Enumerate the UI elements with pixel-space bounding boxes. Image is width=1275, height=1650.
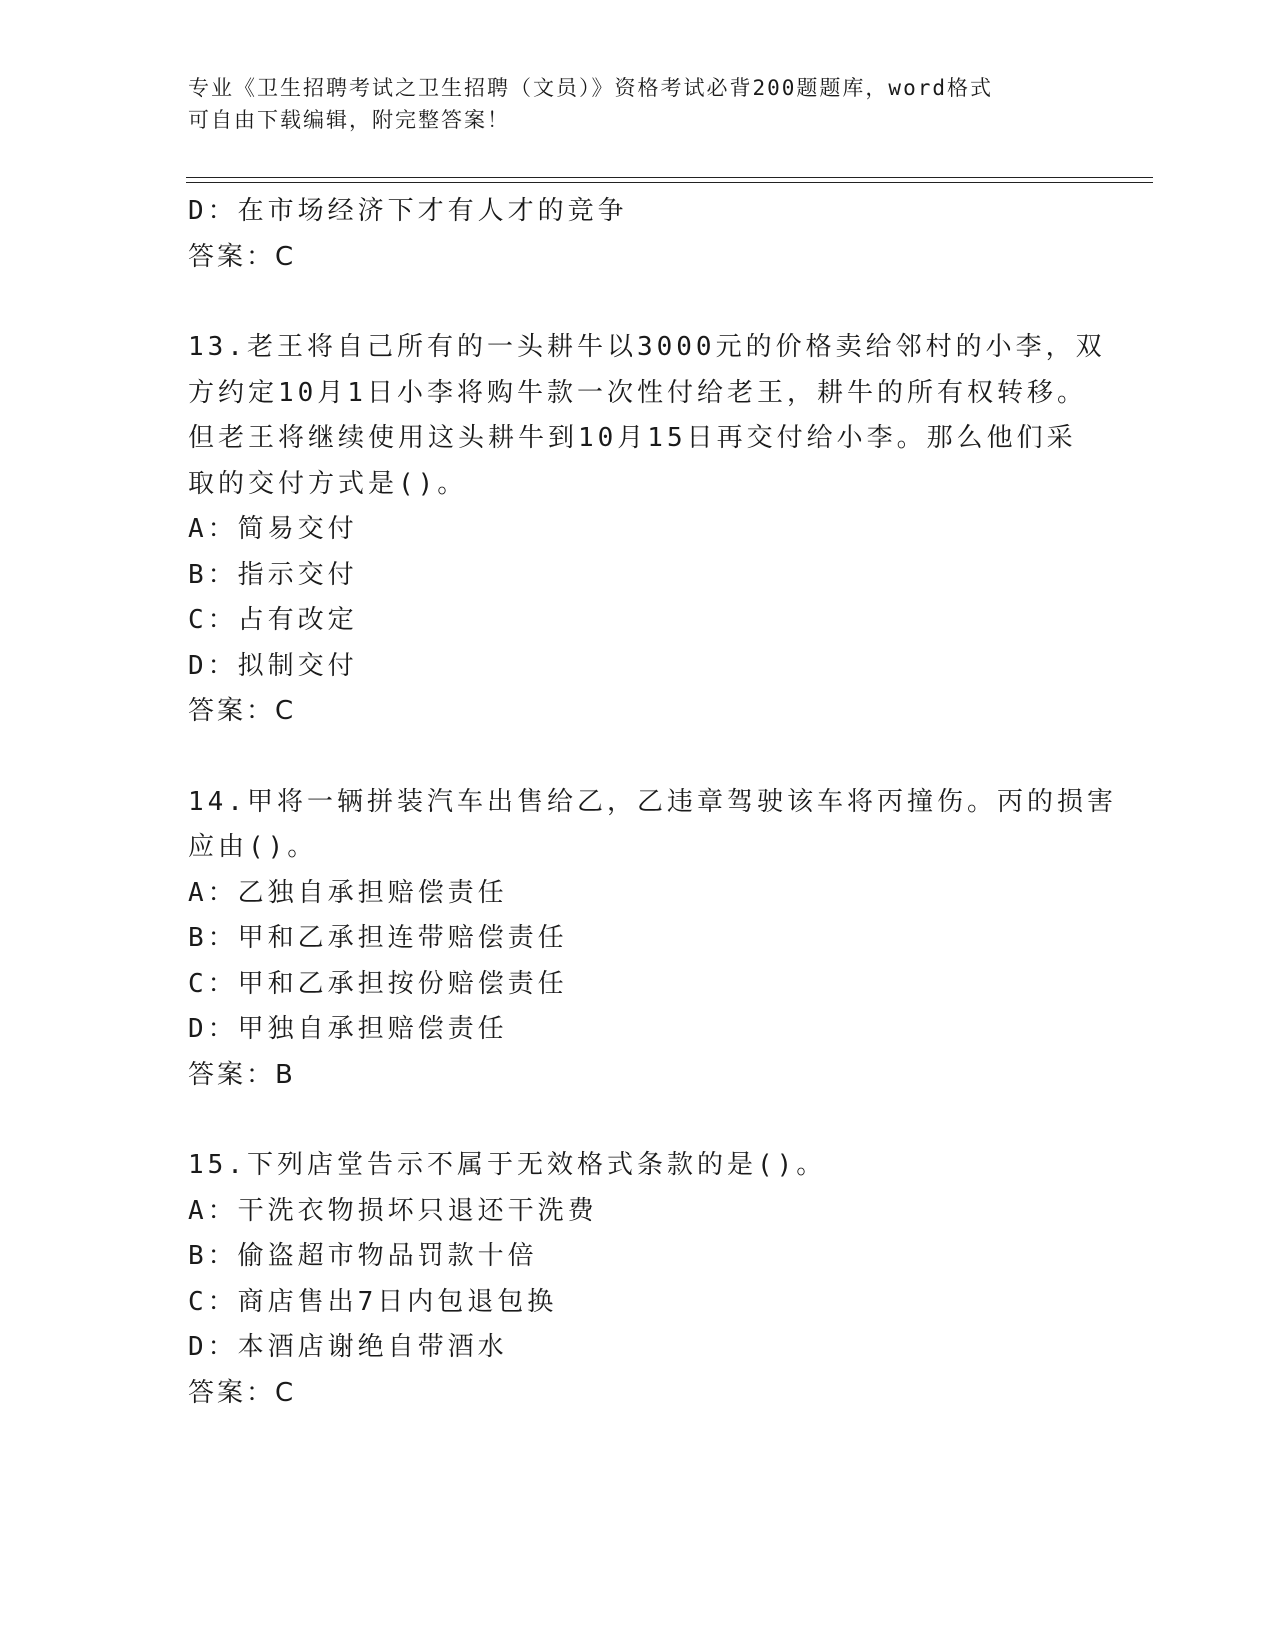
option-b: B：甲和乙承担连带赔偿责任 bbox=[188, 923, 568, 953]
question-stem-line: 13.老王将自己所有的一头耕牛以3000元的价格卖给邻村的小李，双 bbox=[188, 332, 1106, 362]
option-a: A：乙独自承担赔偿责任 bbox=[188, 877, 508, 908]
question-stem-line: 取的交付方式是()。 bbox=[188, 468, 468, 499]
question-14 bbox=[188, 780, 1117, 1099]
question-stem-line: 15.下列店堂告示不属于无效格式条款的是()。 bbox=[188, 1150, 827, 1180]
question-stem-line: 14.甲将一辆拼装汽车出售给乙，乙违章驾驶该车将丙撞伤。丙的损害 bbox=[188, 786, 1117, 817]
option-c: C：甲和乙承担按份赔偿责任 bbox=[188, 968, 568, 999]
option-b: B：偷盗超市物品罚款十倍 bbox=[188, 1241, 538, 1271]
question-13 bbox=[188, 325, 1106, 735]
header-divider-top bbox=[186, 177, 1153, 178]
question-content bbox=[188, 189, 1117, 1416]
document-header bbox=[188, 72, 1068, 136]
option-c: C：商店售出7日内包退包换 bbox=[188, 1286, 558, 1317]
spacer bbox=[188, 735, 1088, 780]
option-a: A：简易交付 bbox=[188, 514, 358, 544]
spacer bbox=[188, 1098, 1088, 1143]
option-d: D：拟制交付 bbox=[188, 650, 358, 681]
answer-line: 答案：C bbox=[188, 1377, 297, 1408]
header-divider-bottom bbox=[186, 182, 1153, 183]
spacer bbox=[188, 280, 1088, 325]
option-c: C：占有改定 bbox=[188, 605, 358, 635]
question-15 bbox=[188, 1143, 1088, 1416]
question-stem-line: 应由()。 bbox=[188, 832, 318, 862]
option-a: A：干洗衣物损坏只退还干洗费 bbox=[188, 1195, 598, 1226]
question-stem-line: 方约定10月1日小李将购牛款一次性付给老王，耕牛的所有权转移。 bbox=[188, 377, 1087, 408]
answer-line: 答案：B bbox=[188, 1059, 296, 1090]
option-d: D：在市场经济下才有人才的竞争 bbox=[188, 196, 628, 226]
question-stem-line: 但老王将继续使用这头耕牛到10月15日再交付给小李。那么他们采 bbox=[188, 423, 1077, 453]
option-d: D：甲独自承担赔偿责任 bbox=[188, 1014, 508, 1044]
answer-line: 答案：C bbox=[188, 696, 297, 726]
header-subtitle-line: 可自由下载编辑，附完整答案！ bbox=[188, 108, 510, 132]
option-b: B：指示交付 bbox=[188, 559, 358, 590]
option-d: D：本酒店谢绝自带酒水 bbox=[188, 1332, 508, 1362]
answer-line: 答案：C bbox=[188, 241, 297, 272]
header-title-line: 专业《卫生招聘考试之卫生招聘（文员）》资格考试必背200题题库，word格式 bbox=[188, 76, 993, 100]
